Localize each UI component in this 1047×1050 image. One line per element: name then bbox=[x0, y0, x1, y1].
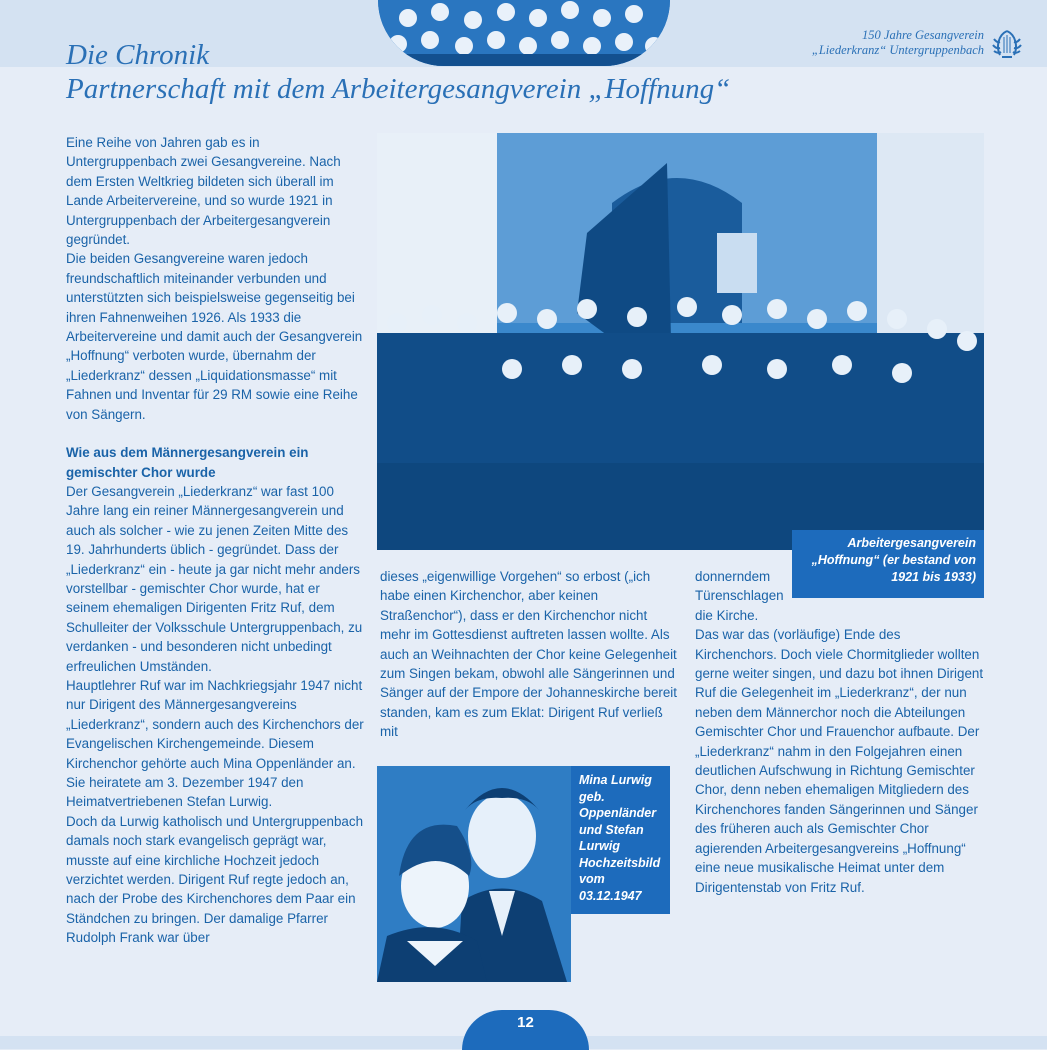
paragraph: dieses „eigenwillige Vorgehen“ so erbost („ich habe einen Kirchenchor, aber keinen Straßenchor“), dass er den Kirchenchor nicht mehr im Gottesdienst auftreten lassen wollte. Als auch an Weihnachten der Chor keine Gelegenheit zum Singen bekam, obwohl alle Sängerinnen und Sänger auf der Empore der Johanneskirche bereit standen, kam es zum Eklat: Dirigent Ruf verließ mit bbox=[380, 569, 678, 740]
text-column-3 bbox=[695, 567, 985, 897]
paragraph: Die beiden Gesangvereine waren jedoch freundschaftlich miteinander verbunden und unterstützten sich beispielsweise gegenseitig bei ihren Fahnenweihen 1926. Als 1933 die Arbeitervereine und damit auch der Gesangverein „Hoffnung“ verboten wurde, übernahm der „Liederkranz“ dessen „Liquidationsmasse“ mit Fahnen und Inventar für 29 RM sowie eine Reihe von Sängern. bbox=[66, 251, 363, 422]
club-line-1: 150 Jahre Gesangverein bbox=[862, 28, 984, 42]
section-heading: Wie aus dem Männergesangverein ein gemischter Chor wurde bbox=[66, 445, 309, 480]
text-column-2 bbox=[380, 567, 680, 742]
lyre-wreath-icon bbox=[988, 25, 1026, 63]
paragraph: Das war das (vorläufige) Ende des Kirchenchors. Doch viele Chormitglieder wollten gerne weiter singen, und dazu bot ihnen Dirigent Ruf die Gelegenheit im „Liederkranz“, der nun neben dem Männerchor noch die Abteilungen Gemischter Chor und Frauenchor aufbaute. Der „Liederkranz“ nahm in den Folgejahren einen deutlichen Aufschwung in Richtung Gemischter Chor, denn neben ehemaligen Mitgliedern des Kirchenchores fanden Sängerinnen und Sänger des früheren auch als Gemischter Chor agierenden Arbeitergesangvereins „Hoffnung“ eine neue musikalische Heimat unter dem Dirigentenstab von Fritz Ruf. bbox=[695, 627, 984, 895]
paragraph: donnerndem Türenschlagen die Kirche. bbox=[695, 569, 784, 623]
paragraph: Der Gesangverein „Liederkranz“ war fast 100 Jahre lang ein reiner Männergesangverein und auch als solcher - wie zu jenen Zeiten Mitte des 19. Jahrhunderts üblich - gegründet. Dass der „Liederkranz“ ein - heute ja gar nicht mehr anders vorstellbar - gemischter Chor wurde, hat er seinem ehemaligen Dirigenten Fritz Ruf, dem Schulleiter der Volksschule Untergruppenbach, zu verdanken - und besonderen nicht unbedingt erfreulichen Umständen. bbox=[66, 483, 363, 674]
top-choir-photo bbox=[378, 0, 670, 66]
page-title: Die Chronik bbox=[66, 39, 210, 71]
paragraph: Doch da Lurwig katholisch und Untergruppenbach damals noch stark evangelisch geprägt war, musste auf eine kirchliche Hochzeit jedoch verzichtet werden. Dirigent Ruf regte jedoch an, nach der Probe des Kirchenchores dem Paar ein Ständchen zu bringen. Der damalige Pfarrer Rudolph Frank war über bbox=[66, 813, 364, 946]
club-name bbox=[812, 28, 984, 58]
club-line-2: „Liederkranz“ Untergruppenbach bbox=[811, 43, 984, 57]
main-photo-caption: Arbeitergesangverein „Hoffnung“ (er bestand von 1921 bis 1933) bbox=[792, 530, 984, 598]
page-number: 12 bbox=[462, 1010, 589, 1050]
text-column-1 bbox=[66, 133, 366, 948]
paragraph: Eine Reihe von Jahren gab es in Untergruppenbach zwei Gesangvereine. Nach dem Ersten Weltkrieg bildeten sich überall im Lande Arbeitervereine, und so wurde 1921 in Untergruppenbach der Arbeitergesangverein gegründet. bbox=[66, 135, 341, 248]
wedding-photo bbox=[377, 766, 571, 982]
wedding-photo-caption: Mina Lurwig geb. Oppenländer und Stefan Lurwig Hochzeitsbild vom 03.12.1947 bbox=[571, 766, 670, 914]
paragraph: Hauptlehrer Ruf war im Nachkriegsjahr 1947 nicht nur Dirigent des Männergesangvereins „Liederkranz“, sondern auch des Kirchenchors der Evangelischen Kirchengemeinde. Diesem Kirchenchor gehörte auch Mina Oppenländer an. Sie heiratete am 3. Dezember 1947 den Heimatvertriebenen Stefan Lurwig. bbox=[66, 677, 364, 810]
page-subtitle: Partnerschaft mit dem Arbeitergesangverein „Hoffnung“ bbox=[66, 73, 731, 105]
choir-group-photo bbox=[377, 133, 984, 550]
